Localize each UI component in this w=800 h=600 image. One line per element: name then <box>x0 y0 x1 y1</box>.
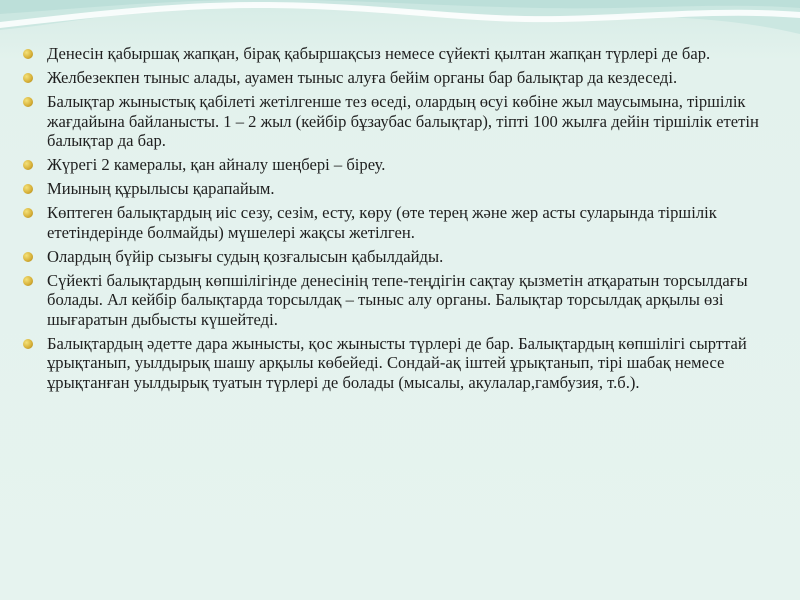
bullet-text: Балықтар жыныстық қабілеті жетілгенше тез өседі, олардың өсуі көбіне жыл маусымына, тіршілік жағдайына байланысты. 1 – 2 жыл (кейбір бұзаубас балықтар), тіпті 100 жылға дейін тіршілік ететін балықтар да бар. <box>47 92 759 150</box>
bullet-text: Желбезекпен тыныс алады, ауамен тыныс алуға бейім органы бар балықтар да кездеседі. <box>47 68 678 87</box>
bullet-dot-icon <box>23 49 33 59</box>
bullet-item <box>23 155 783 175</box>
bullet-text: Сүйекті балықтардың көпшілігінде денесінің тепе-теңдігін сақтау қызметін атқаратын торсылдағы болады. Ал кейбір балықтарда торсылдақ – тыныс алу органы. Балықтар торсылдақ арқылы өзі шығаратын дыбысты күшейтеді. <box>47 270 748 329</box>
bullet-item <box>23 203 783 242</box>
bullet-dot-icon <box>23 339 33 349</box>
bullet-item <box>23 247 783 267</box>
bullet-dot-icon <box>23 252 33 262</box>
bullet-item <box>23 92 783 151</box>
bullet-text: Денесін қабыршақ жапқан, бірақ қабыршақсыз немесе сүйекті қылтан жапқан түрлері де бар. <box>47 44 711 63</box>
bullet-item <box>23 179 783 199</box>
bullet-text: Миының құрылысы қарапайым. <box>47 179 275 198</box>
bullet-dot-icon <box>23 208 33 218</box>
bullet-item <box>23 68 783 88</box>
bullet-item <box>23 271 783 330</box>
bullet-text: Балықтардың әдетте дара жынысты, қос жынысты түрлері де бар. Балықтардың көпшілігі сырттай ұрықтанып, уылдырық шашу арқылы көбейеді. Сондай-ақ іштей ұрықтанып, тірі шабақ немесе ұрықтанған уылдырық туатын түрлері де болады (мысалы, акулалар,гамбузия, т.б.). <box>47 333 747 392</box>
bullet-dot-icon <box>23 97 33 107</box>
bullet-text: Көптеген балықтардың иіс сезу, сезім, есту, көру (өте терең және жер асты суларында тіршілік ететіндерінде болмайды) мүшелері жақсы жетілген. <box>47 203 717 242</box>
bullet-item <box>23 44 783 64</box>
bullet-dot-icon <box>23 184 33 194</box>
bullet-text: Олардың бүйір сызығы судың қозғалысын қабылдайды. <box>47 246 444 266</box>
bullet-dot-icon <box>23 73 33 83</box>
bullet-list <box>23 44 783 397</box>
bullet-dot-icon <box>23 276 33 286</box>
bullet-item <box>23 334 783 393</box>
bullet-text: Жүрегі 2 камералы, қан айналу шеңбері – біреу. <box>47 155 386 174</box>
bullet-dot-icon <box>23 160 33 170</box>
